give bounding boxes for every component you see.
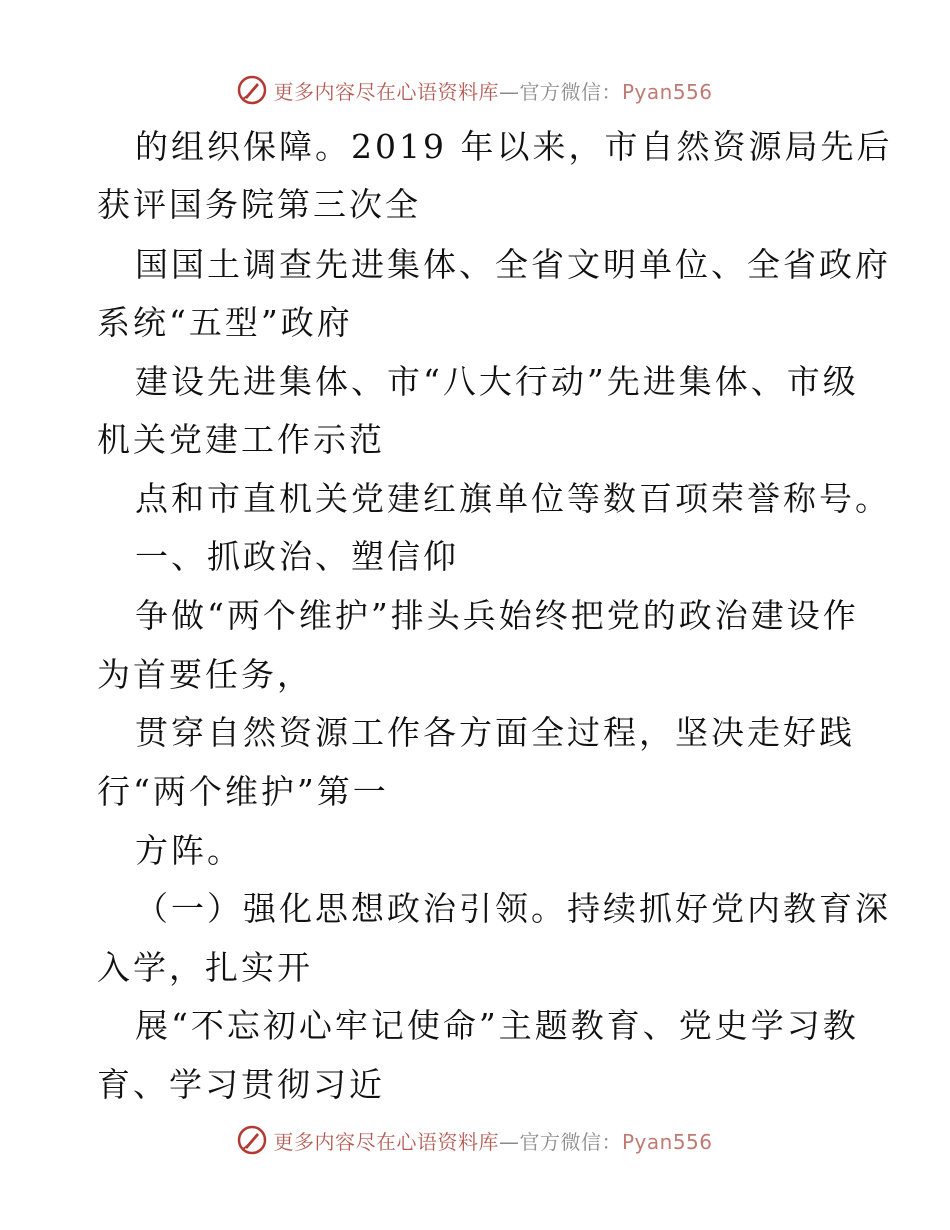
header-site-text: 更多内容尽在心语资料库: [273, 79, 499, 104]
document-line: 的组织保障。2019 年以来，市自然资源局先后: [135, 127, 893, 166]
quill-logo-icon: [237, 75, 267, 105]
document-line: 系统“五型”政府: [97, 303, 353, 342]
footer-wechat-label: 官方微信：: [519, 1129, 622, 1154]
document-line: 方阵。: [135, 831, 243, 870]
document-line: 展“不忘初心牢记使命”主题教育、党史学习教: [135, 1006, 859, 1045]
quill-logo-icon: [237, 1125, 267, 1155]
document-line: 育、学习贯彻习近: [97, 1065, 385, 1104]
document-line: 争做“两个维护”排头兵始终把党的政治建设作: [135, 596, 859, 635]
document-line: 建设先进集体、市“八大行动”先进集体、市级: [135, 362, 859, 401]
header-wechat-id: Pyan556: [621, 79, 713, 104]
footer-site-text: 更多内容尽在心语资料库: [273, 1129, 499, 1154]
document-line: 贯穿自然资源工作各方面全过程，坚决走好践: [135, 713, 855, 752]
header-banner-text: [273, 76, 712, 105]
subsection-heading: （一）强化思想政治引领。持续抓好党内教育深: [135, 889, 891, 928]
document-line: 为首要任务，: [97, 655, 313, 694]
document-line: 点和市直机关党建红旗单位等数百项荣誉称号。: [135, 479, 891, 518]
document-line: 获评国务院第三次全: [97, 185, 421, 224]
footer-separator: —: [498, 1129, 520, 1154]
footer-watermark-banner: [0, 1120, 950, 1160]
document-line: 入学，扎实开: [97, 948, 313, 987]
footer-banner-text: [273, 1126, 712, 1155]
header-watermark-banner: [0, 70, 950, 110]
footer-wechat-id: Pyan556: [621, 1129, 713, 1154]
document-line: 行“两个维护”第一: [97, 772, 389, 811]
header-wechat-label: 官方微信：: [519, 79, 622, 104]
section-heading: 一、抓政治、塑信仰: [135, 537, 459, 576]
document-line: 国国土调查先进集体、全省文明单位、全省政府: [135, 245, 891, 284]
header-separator: —: [498, 79, 520, 104]
document-line: 机关党建工作示范: [97, 420, 385, 459]
